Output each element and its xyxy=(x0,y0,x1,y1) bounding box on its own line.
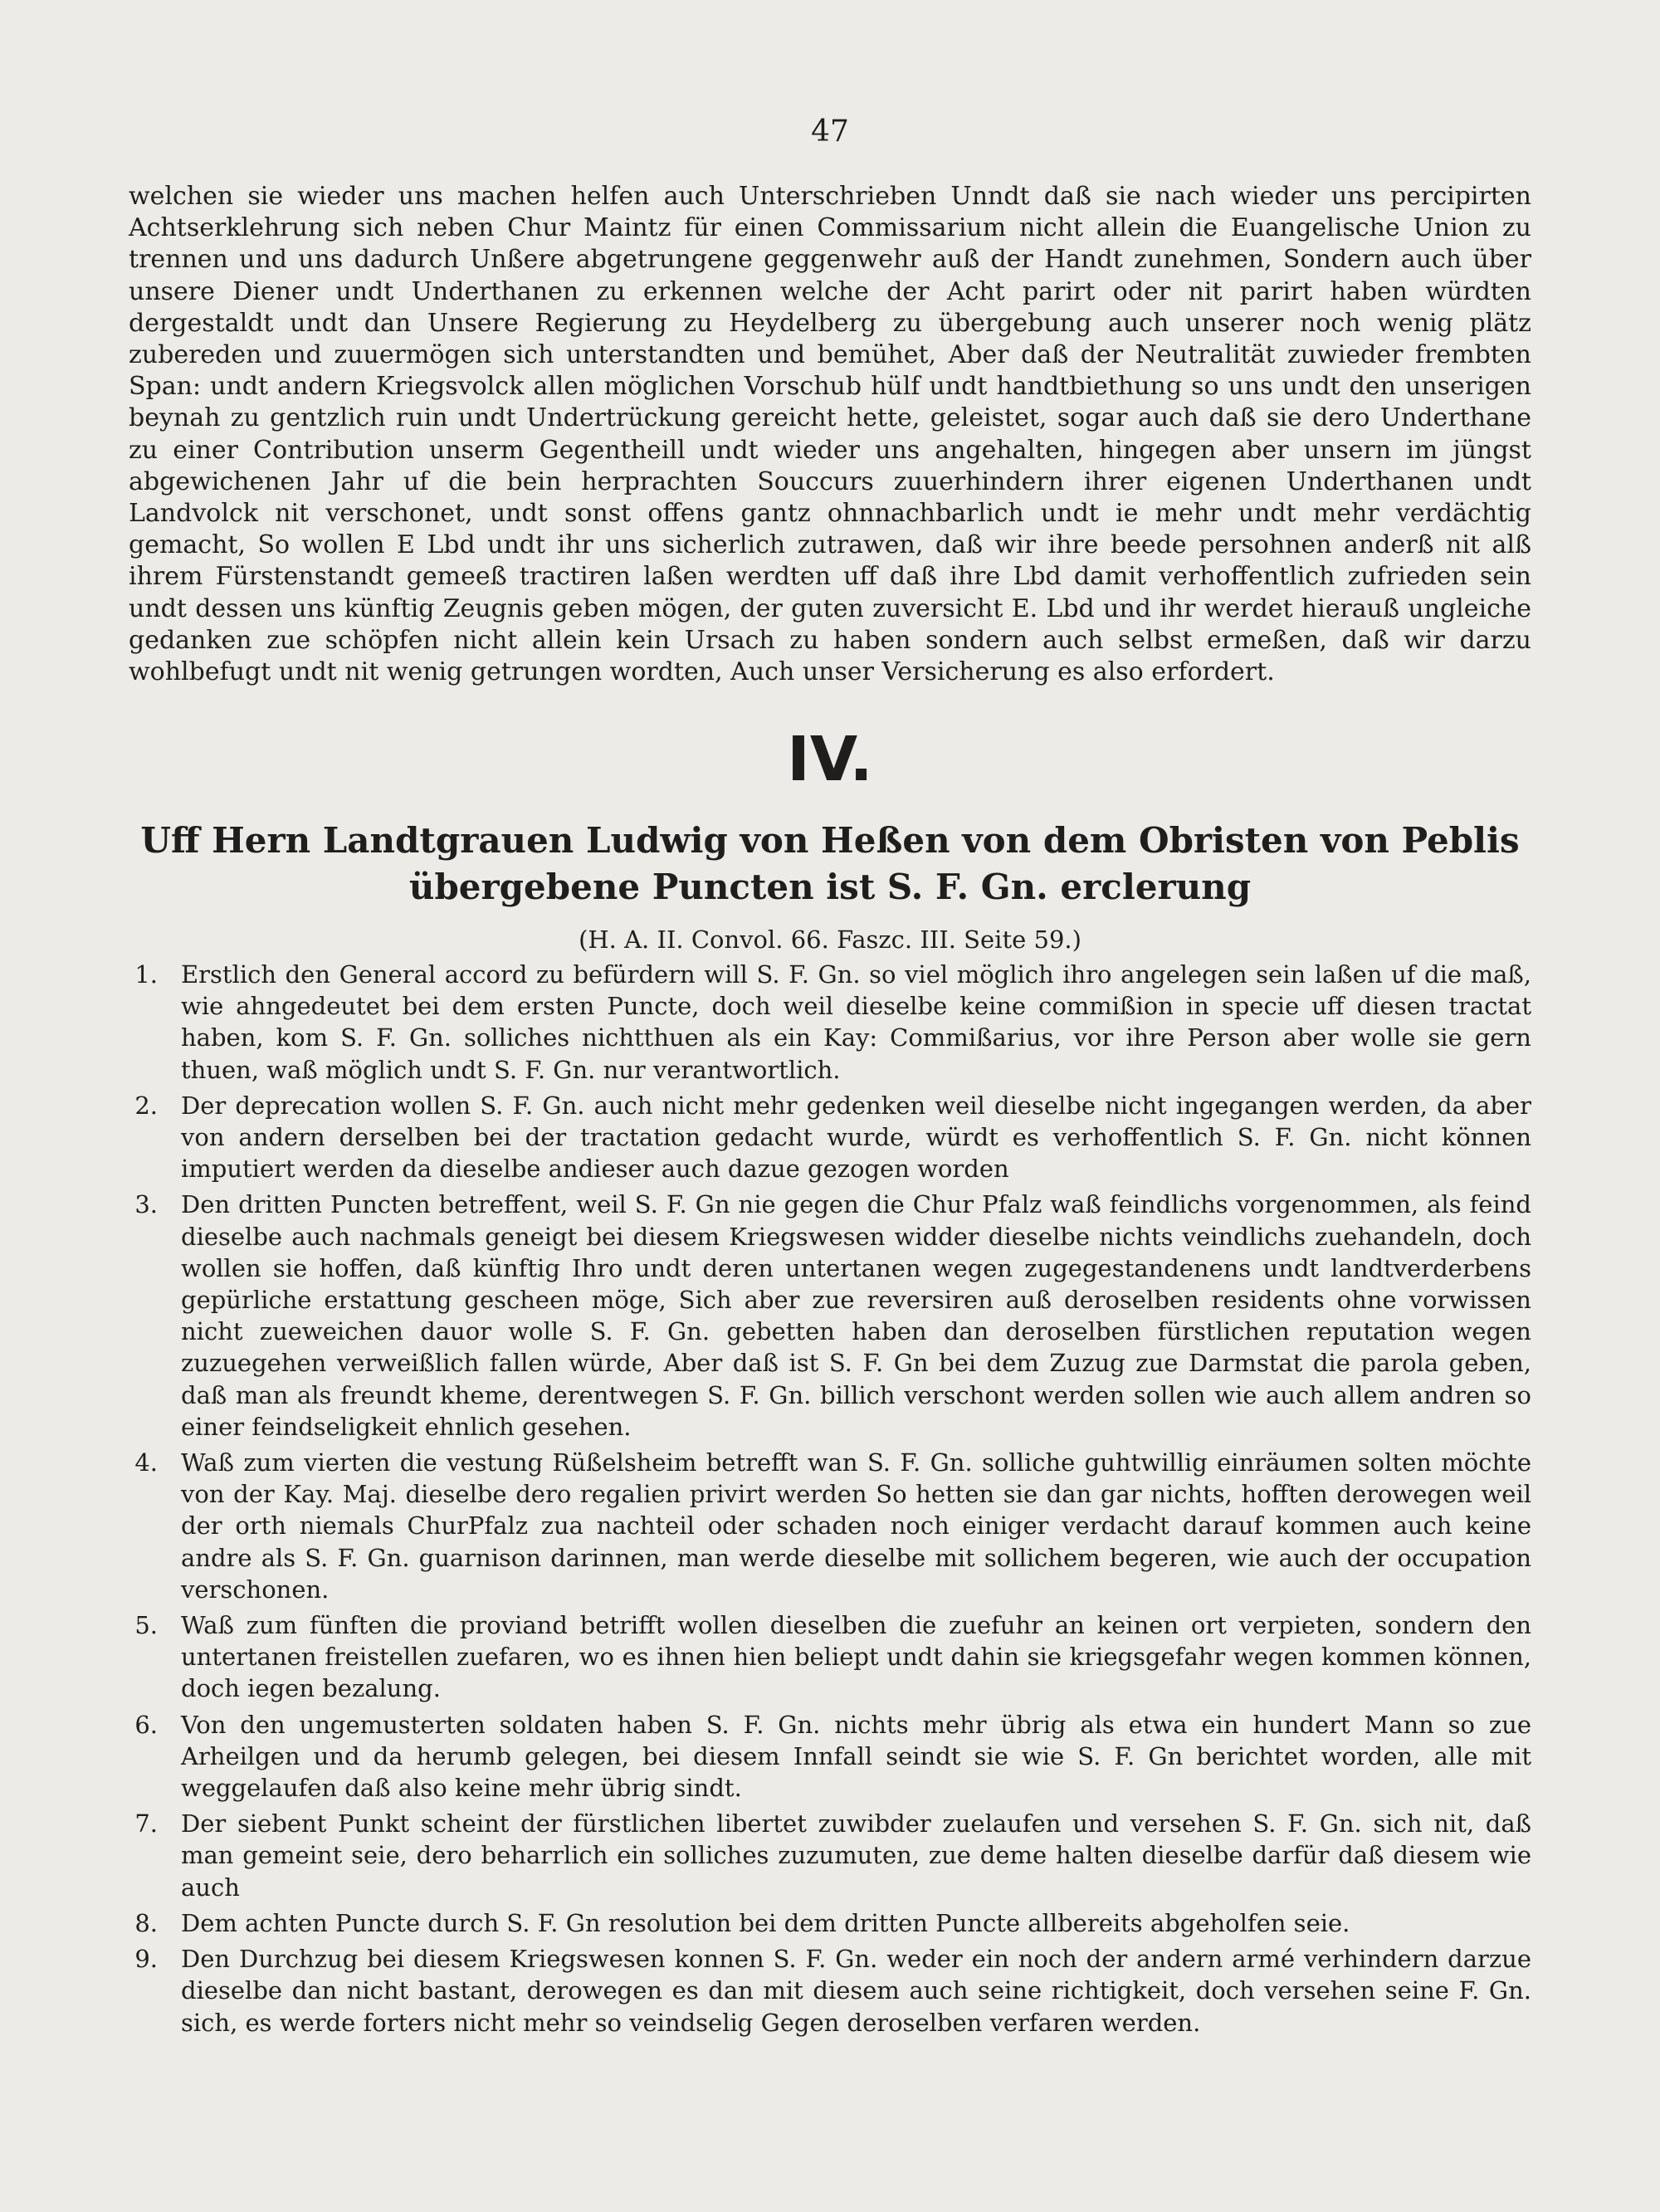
list-item xyxy=(124,1609,1531,1705)
intro-paragraph: welchen sie wieder uns machen helfen auch Unterschrieben Unndt daß sie nach wieder uns percipirten Achtserklehrung sich neben Chur Maintz für einen Commissarium nicht allein die Euangelische Union zu trennen und uns dadurch Unßere abgetrungene geggenwehr auß der Handt zunehmen, Sondern auch über unsere Diener undt Underthanen zu erkennen welche der Acht parirt oder nit parirt haben würdten dergestaldt undt dan Unsere Regierung zu Heydelberg zu übergebung auch unserer noch wenig plätz zubereden und zuuermögen sich unterstandten und bemühet, Aber daß der Neutralität zuwieder frembten Span: undt andern Kriegsvolck allen möglichen Vorschub hülf undt handtbiethung so uns undt den unserigen beynah zu gentzlich ruin undt Undertrückung gereicht hette, geleistet, sogar auch daß sie dero Underthane zu einer Contribution unserm Gegentheill undt wieder uns angehalten, hingegen aber unsern im jüngst abgewichenen Jahr uf die bein herprachten Souccurs zuuerhindern ihrer eigenen Underthanen undt Landvolck nit verschonet, undt sonst offens gantz ohnnachbarlich undt ie mehr undt mehr verdächtig gemacht, So wollen E Lbd undt ihr uns sicherlich zutrawen, daß wir ihre beede persohnen anderß nit alß ihrem Fürstenstandt gemeeß tractiren laßen werdten uff daß ihre Lbd damit verhoffentlich zufrieden sein undt dessen uns künftig Zeugnis geben mögen, der guten zuversicht E. Lbd und ihr werdet hierauß ungleiche gedanken zue schöpfen nicht allein kein Ursach zu haben sondern auch selbst ermeßen, daß wir darzu wohlbefugt undt nit wenig getrungen wordten, Auch unser Versicherung es also erfordert. xyxy=(129,182,1531,687)
item-text: Waß zum vierten die vestung Rüßelsheim betrefft wan S. F. Gn. solliche guhtwillig einräumen solten möchte von der Kay. Maj. dieselbe dero regalien privirt werden So hetten sie dan gar nichts, hofften derowegen weil der orth niemals ChurPfalz zua nachteil oder schaden noch einiger verdacht darauf kommen auch keine andre als S. F. Gn. guarnison darinnen, man werde dieselbe mit sollichem begeren, wie auch der occupation verschonen. xyxy=(181,1448,1531,1604)
list-item xyxy=(124,1709,1531,1804)
item-text: Der deprecation wollen S. F. Gn. auch nicht mehr gedenken weil dieselbe nicht ingegangen werden, da aber von andern derselben bei der tractation gedacht wurde, würdt es verhoffentlich S. F. Gn. nicht können imputiert werden da dieselbe andieser auch dazue gezogen worden xyxy=(181,1091,1531,1184)
item-text: Von den ungemusterten soldaten haben S. F. Gn. nichts mehr übrig als etwa ein hundert Mann so zue Arheilgen und da herumb gelegen, bei diesem Innfall seindt sie wie S. F. Gn berichtet worden, alle mit weggelaufen daß also keine mehr übrig sindt. xyxy=(181,1710,1531,1803)
section-numeral: IV. xyxy=(787,724,873,795)
item-text: Erstlich den General accord zu befürdern will S. F. Gn. so viel möglich ihro angelegen sein laßen uf die maß, wie ahngedeutet bei dem ersten Puncte, doch weil dieselbe keine commißion in specie uff diesen tractat haben, kom S. F. Gn. solliches nichtthuen als ein Kay: Commißarius, vor ihre Person aber wolle sie gern thuen, waß möglich undt S. F. Gn. nur verantwortlich. xyxy=(181,960,1531,1084)
list-item xyxy=(124,1943,1531,2039)
list-item xyxy=(124,1189,1531,1443)
item-number: 8. xyxy=(134,1908,158,1937)
item-text: Waß zum fünften die proviand betrifft wollen dieselben die zuefuhr an keinen ort verpieten, sondern den untertanen freistellen zuefaren, wo es ihnen hien beliept undt dahin sie kriegsgefahr wegen kommen können, doch iegen bezalung. xyxy=(181,1611,1531,1703)
item-number: 3. xyxy=(134,1190,158,1219)
item-text: Der siebent Punkt scheint der fürstlichen libertet zuwibder zuelaufen und versehen S. F. Gn. sich nit, daß man gemeint seie, dero beharrlich ein solliches zuzumuten, zue deme halten dieselbe darfür daß diesem wie auch xyxy=(181,1809,1531,1902)
item-text: Den dritten Puncten betreffent, weil S. F. Gn nie gegen die Chur Pfalz waß feindlichs vorgenommen, als feind dieselbe auch nachmals geneigt bei diesem Kriegswesen widder dieselbe nichts veindlichs zuehandeln, doch wollen sie hoffen, daß künftig Ihro undt deren untertanen wegen zugegestandenens undt landtverderbens gepürliche erstattung gescheen möge, Sich aber zue reversiren auß deroselben residents ohne vorwissen nicht zueweichen dauor wolle S. F. Gn. gebetten haben dan deroselben fürstlichen reputation wegen zuzuegehen verweißlich fallen würde, Aber daß ist S. F. Gn bei dem Zuzug zue Darmstat die parola geben, daß man als freundt kheme, derentwegen S. F. Gn. billich verschont werden sollen wie auch allem andren so einer feindseligkeit ehnlich gesehen. xyxy=(181,1190,1531,1441)
item-text: Dem achten Puncte durch S. F. Gn resolution bei dem dritten Puncte allbereits abgeholfen seie. xyxy=(181,1908,1350,1937)
item-number: 1. xyxy=(134,960,158,989)
section-heading-line-2: übergebene Puncten ist S. F. Gn. erclerung xyxy=(408,867,1252,907)
item-number: 7. xyxy=(134,1809,158,1838)
item-number: 2. xyxy=(134,1091,158,1120)
list-item xyxy=(124,1808,1531,1903)
item-number: 4. xyxy=(134,1448,158,1477)
section-heading xyxy=(124,818,1536,911)
list-item xyxy=(124,1090,1531,1185)
section-heading-line-1: Uff Hern Landtgrauen Ludwig von Heßen von dem Obristen von Peblis xyxy=(140,820,1520,861)
list-item xyxy=(124,1447,1531,1605)
numbered-points-list xyxy=(124,959,1531,2043)
list-item xyxy=(124,959,1531,1086)
page-number: 47 xyxy=(811,115,849,149)
item-number: 5. xyxy=(134,1611,158,1640)
item-text: Den Durchzug bei diesem Kriegswesen konnen S. F. Gn. weder ein noch der andern armé verhindern darzue dieselbe dan nicht bastant, derowegen es dan mit diesem auch seine richtigkeit, doch versehen seine F. Gn. sich, es werde forters nicht mehr so veindselig Gegen deroselben verfaren werden. xyxy=(181,1945,1531,2037)
item-number: 6. xyxy=(134,1710,158,1739)
list-item xyxy=(124,1907,1531,1939)
item-number: 9. xyxy=(134,1945,158,1974)
source-reference: (H. A. II. Convol. 66. Faszc. III. Seite 59.) xyxy=(579,925,1081,954)
